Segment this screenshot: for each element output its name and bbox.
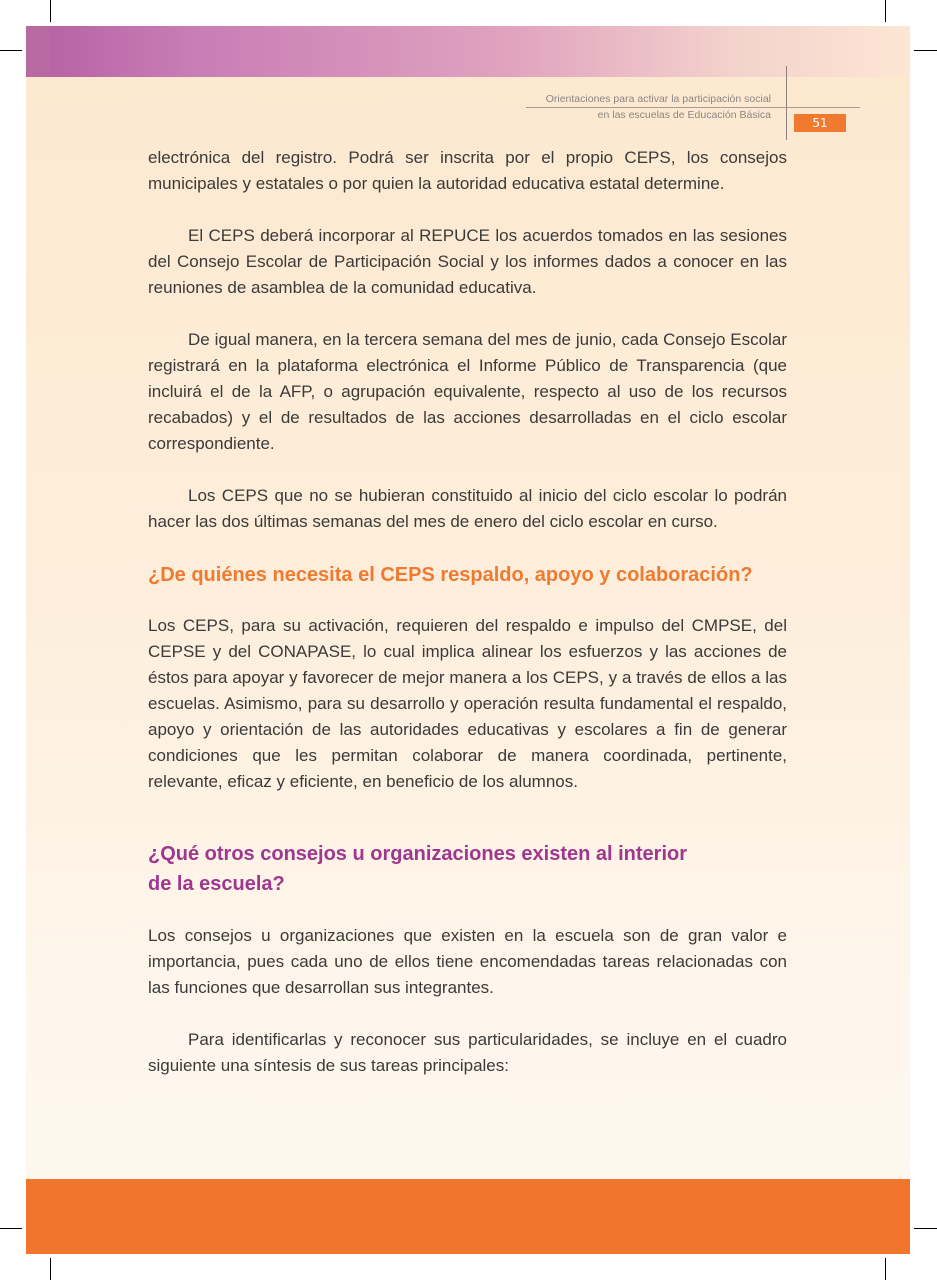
page-number-badge: 51	[794, 114, 846, 132]
crop-mark	[885, 1258, 886, 1280]
section-heading-line-2: de la escuela?	[148, 873, 285, 895]
paragraph: Los consejos u organizaciones que existen en la escuela son de gran valor e importancia, pues cada uno de ellos tiene encomendadas tareas relacionadas con las funciones que desarrollan sus integrantes.	[148, 926, 787, 997]
page-body	[148, 145, 787, 1105]
running-head	[371, 91, 771, 123]
header-band-edge	[26, 26, 50, 77]
section-heading	[148, 839, 787, 899]
paragraph: electrónica del registro. Podrá ser inscrita por el propio CEPS, los consejos municipales y estatales o por quien la autoridad educativa estatal determine.	[148, 148, 787, 193]
crop-mark	[50, 1258, 51, 1280]
paragraph: Los CEPS, para su activación, requieren del respaldo e impulso del CMPSE, del CEPSE y del CONAPASE, lo cual implica alinear los esfuerzos y las acciones de éstos para apoyar y favorecer de mejor manera a los CEPS, y a través de ellos a las escuelas. Asimismo, para su desarrollo y operación resulta fundamental el respaldo, apoyo y orientación de las autoridades educativas y escolares a fin de generar condiciones que les permitan colaborar de manera coordinada, pertinente, relevante, eficaz y eficiente, en beneficio de los alumnos.	[148, 616, 787, 791]
header-color-band	[26, 26, 910, 77]
footer-color-band	[26, 1179, 910, 1254]
paragraph: Para identificarlas y reconocer sus particularidades, se incluye en el cuadro siguiente una síntesis de sus tareas principales:	[148, 1030, 787, 1075]
document-page	[26, 26, 910, 1254]
crop-mark	[914, 50, 937, 51]
header-divider-vertical	[786, 66, 787, 140]
paragraph: El CEPS deberá incorporar al REPUCE los acuerdos tomados en las sesiones del Consejo Escolar de Participación Social y los informes dados a conocer en las reuniones de asamblea de la comunidad educativa.	[148, 226, 787, 297]
paragraph: De igual manera, en la tercera semana del mes de junio, cada Consejo Escolar registrará en la plataforma electrónica el Informe Público de Transparencia (que incluirá el de la AFP, o agrupación equivalente, respecto al uso de los recursos recabados) y el de resultados de las acciones desarrolladas en el ciclo escolar correspondiente.	[148, 330, 787, 453]
crop-mark	[885, 0, 886, 22]
crop-mark	[50, 0, 51, 22]
section-heading: ¿De quiénes necesita el CEPS respaldo, apoyo y colaboración?	[148, 564, 753, 586]
crop-mark	[914, 1228, 937, 1229]
running-head-line-2: en las escuelas de Educación Básica	[597, 109, 771, 121]
running-head-line-1: Orientaciones para activar la participación social	[545, 93, 771, 105]
section-heading-line-1: ¿Qué otros consejos u organizaciones existen al interior	[148, 843, 688, 865]
paragraph: Los CEPS que no se hubieran constituido al inicio del ciclo escolar lo podrán hacer las dos últimas semanas del mes de enero del ciclo escolar en curso.	[148, 486, 787, 531]
crop-mark	[0, 1228, 22, 1229]
crop-mark	[0, 50, 22, 51]
